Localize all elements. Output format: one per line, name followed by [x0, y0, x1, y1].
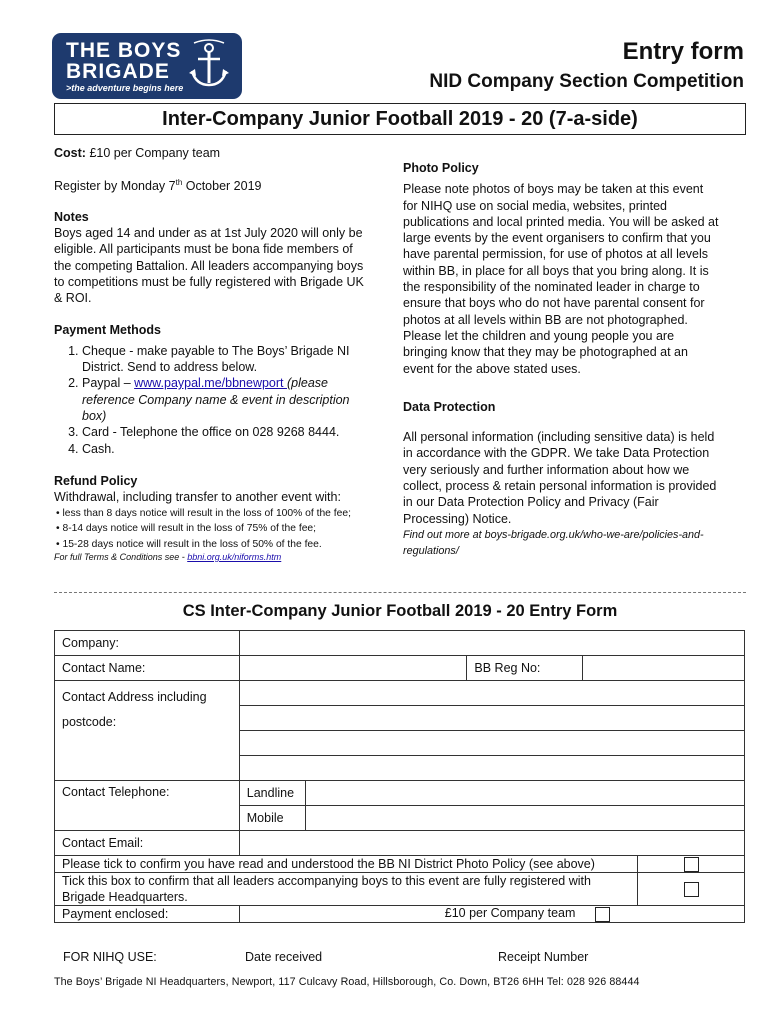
- paypal-label: Paypal –: [82, 376, 135, 391]
- cost-value: £10 per Company team: [89, 146, 221, 160]
- cost-line: [54, 145, 372, 161]
- refund-rule: • 8-14 days notice will result in the loss of 75% of the fee;: [56, 523, 317, 534]
- photo-policy-text: Please note photos of boys may be taken at this event for NIHQ use on social media, websites, printed publications and local printed media. You will be asked at large events by the event organisers to confirm that you have parental permission, for use of photos at all levels within BB, in place for all boys that you bring along. It is the responsibility of the nominated leader in charge to ensure that boys who do not have parental consent for photos at all levels within BB are not photographed. Please let the children and young people you are bringing know that they may be photographed at an event for the above stated uses.: [403, 182, 719, 376]
- leaders-confirm-cell: [638, 873, 745, 906]
- payment-enclosed-checkbox[interactable]: [595, 907, 610, 922]
- fee-label: £10 per Company team: [444, 906, 576, 920]
- email-label: Contact Email:: [55, 831, 240, 856]
- register-line: [54, 175, 372, 194]
- data-protection-link: Find out more at boys-brigade.org.uk/who-we-are/policies-and-regulations/: [403, 528, 704, 558]
- contact-name-row: [55, 656, 745, 681]
- anchor-emblem-icon: [186, 39, 232, 89]
- page-subtitle: NID Company Section Competition: [429, 71, 744, 92]
- data-protection-heading: Data Protection: [403, 399, 496, 414]
- register-sup: th: [175, 178, 183, 188]
- logo-line-2: BRIGADE: [66, 60, 170, 83]
- payment-list: [54, 343, 372, 457]
- for-nihq-use-label: FOR NIHQ USE:: [63, 950, 157, 964]
- payment-item: [82, 375, 372, 424]
- landline-label: Landline: [239, 781, 305, 806]
- address-label: [55, 681, 240, 781]
- mobile-label: Mobile: [239, 806, 305, 831]
- payment-item: 3. Card - Telephone the office on 028 9268 8444.: [82, 424, 372, 440]
- leaders-confirm-checkbox[interactable]: [684, 882, 699, 897]
- address-label-line: Contact Address including: [62, 690, 207, 704]
- company-label: Company:: [55, 631, 240, 656]
- contact-name-label: Contact Name:: [55, 656, 240, 681]
- leaders-confirm-text: Tick this box to confirm that all leaders accompanying boys to this event are fully registered with Brigade Headquarters.: [55, 873, 638, 906]
- hq-address: The Boys’ Brigade NI Headquarters, Newport, 117 Culcavy Road, Hillsborough, Co. Down, BT26 6HH Tel: 028 926 88444: [54, 976, 640, 988]
- page-title: Entry form: [622, 38, 744, 65]
- email-row: [55, 831, 745, 856]
- terms-line: [54, 552, 372, 563]
- payment-enclosed-label: Payment enclosed:: [55, 906, 240, 923]
- refund-intro: Withdrawal, including transfer to another event with:: [54, 490, 341, 505]
- photo-confirm-checkbox[interactable]: [684, 857, 699, 872]
- address-input[interactable]: [239, 681, 744, 706]
- telephone-label: Contact Telephone:: [55, 781, 240, 831]
- refund-rule: • 15-28 days notice will result in the loss of 50% of the fee.: [56, 538, 322, 550]
- notes-heading: Notes: [54, 209, 89, 224]
- photo-confirm-row: [55, 856, 745, 873]
- contact-name-input[interactable]: [239, 656, 467, 681]
- data-protection-text: All personal information (including sensitive data) is held in accordance with the GDPR. We take Data Protection very seriously and further information about how we collect, process & retain personal information is provided in our Data Protection Policy and Privacy (Fair Processing) Notice.: [403, 430, 717, 526]
- logo-line-1: THE BOYS: [66, 39, 182, 62]
- payment-heading: Payment Methods: [54, 322, 161, 337]
- telephone-row: [55, 781, 745, 806]
- left-column: [54, 145, 372, 563]
- register-date: October 2019: [182, 179, 262, 194]
- address-row: [55, 681, 745, 706]
- refund-rule: • less than 8 days notice will result in the loss of 100% of the fee;: [56, 507, 351, 519]
- photo-confirm-cell: [638, 856, 745, 873]
- event-title: Inter-Company Junior Football 2019 - 20 (7-a-side): [54, 103, 746, 135]
- payment-enclosed-cell: [239, 906, 744, 923]
- address-input[interactable]: [239, 731, 744, 756]
- date-received-label: Date received: [245, 950, 323, 964]
- payment-item: 1. Cheque - make payable to The Boys’ Brigade NI District. Send to address below.: [82, 343, 372, 376]
- cost-label: Cost:: [54, 146, 86, 160]
- refund-heading: Refund Policy: [54, 473, 138, 488]
- payment-item: 4. Cash.: [82, 441, 372, 457]
- photo-policy-heading: Photo Policy: [403, 161, 479, 175]
- entry-form-title: CS Inter-Company Junior Football 2019 - 20 Entry Form: [182, 602, 618, 620]
- notes-text: Boys aged 14 and under as at 1st July 2020 will only be eligible. All participants must be bona fide members of the competing Battalion. All leaders accompanying boys to competitions must be fully registered with Brigade UK & ROI.: [54, 226, 364, 306]
- address-input[interactable]: [239, 706, 744, 731]
- receipt-number-label: Receipt Number: [498, 950, 589, 964]
- terms-link[interactable]: bbni.org.uk/niforms.htm: [187, 552, 282, 562]
- bb-reg-input[interactable]: [583, 656, 745, 681]
- register-text: Register by Monday 7: [54, 179, 176, 194]
- company-input[interactable]: [239, 631, 744, 656]
- paypal-note: (please reference Company name & event in description box): [82, 376, 350, 424]
- landline-input[interactable]: [305, 781, 744, 806]
- email-input[interactable]: [239, 831, 744, 856]
- address-input[interactable]: [239, 756, 744, 781]
- paypal-link[interactable]: www.paypal.me/bbnewport: [134, 376, 287, 391]
- cut-line-divider: [54, 592, 746, 593]
- right-column: [403, 160, 721, 560]
- photo-confirm-text: Please tick to confirm you have read and understood the BB NI District Photo Policy (see above): [55, 856, 638, 873]
- address-label-line: postcode:: [62, 715, 117, 729]
- entry-form-table: [54, 630, 745, 923]
- leaders-confirm-row: [55, 873, 745, 906]
- company-row: [55, 631, 745, 656]
- terms-text: For full Terms & Conditions see -: [54, 552, 188, 562]
- logo-tagline: >the adventure begins here: [66, 83, 184, 93]
- brigade-logo: [52, 33, 242, 99]
- mobile-input[interactable]: [305, 806, 744, 831]
- payment-row: [55, 906, 745, 923]
- bb-reg-label: BB Reg No:: [467, 656, 583, 681]
